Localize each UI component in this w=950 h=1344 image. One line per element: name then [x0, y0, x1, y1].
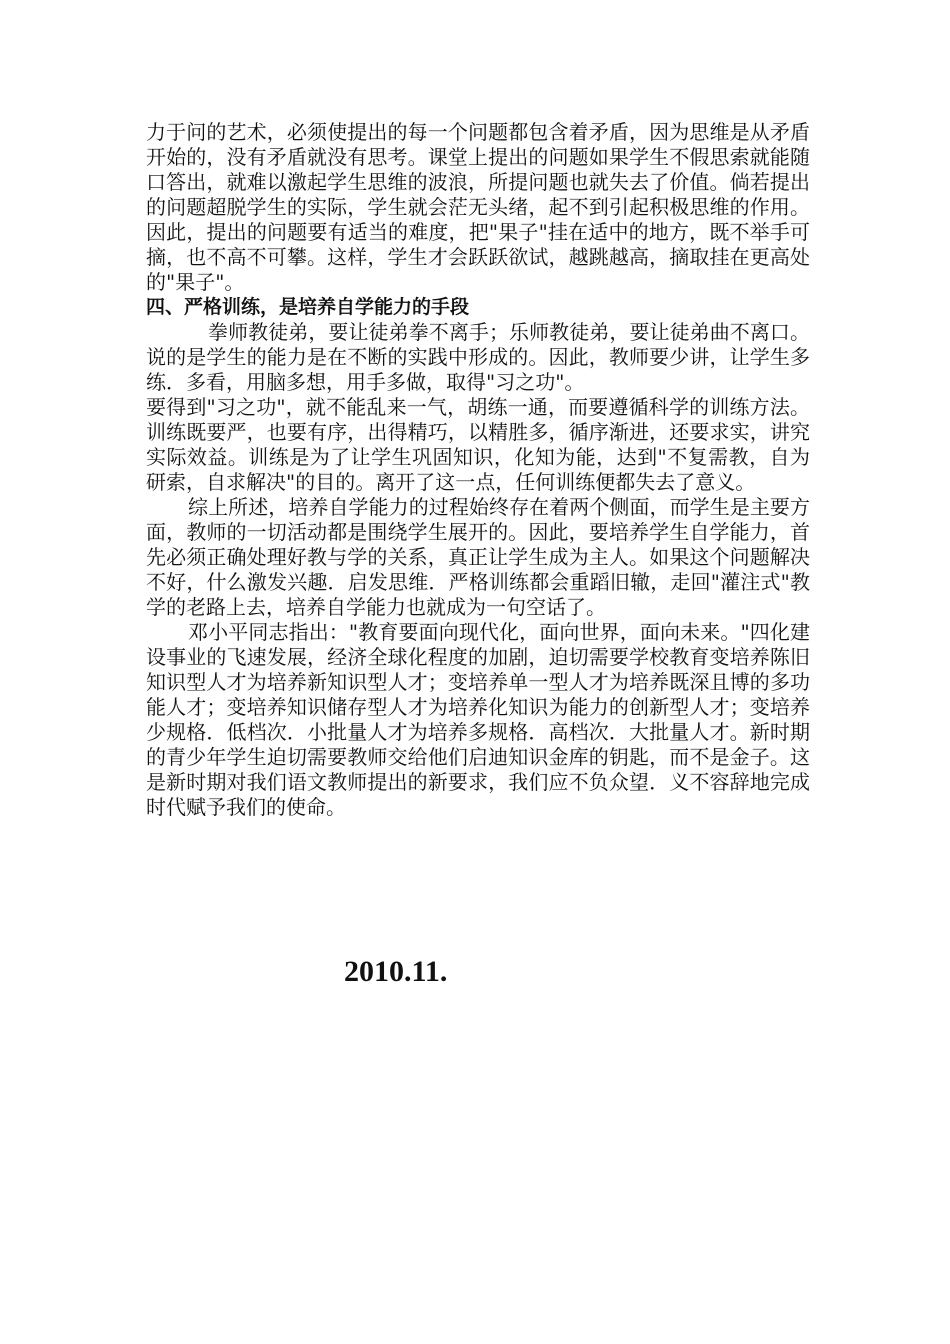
paragraph-training-method: 要得到"习之功"，就不能乱来一气，胡练一通，而要遵循科学的训练方法。训练既要严，也要有序，出得精巧，以精胜多，循序渐进，还要求实，讲究实际效益。训练是为了让学生巩固知识，化知为能，达到"不复需教，自为研索，自求解决"的目的。离开了这一点，任何训练便都失去了意义。	[146, 395, 810, 494]
section-heading-strict-training: 四、严格训练，是培养自学能力的手段	[146, 296, 470, 318]
paragraph-questioning-art: 力于问的艺术，必须使提出的每一个问题都包含着矛盾，因为思维是从矛盾开始的，没有矛盾就没有思考。课堂上提出的问题如果学生不假思索就能随口答出，就难以激起学生思维的波浪，所提问题也就失去了价值。倘若提出的问题超脱学生的实际，学生就会茫无头绪，起不到引起积极思维的作用。因此，提出的问题要有适当的难度，把"果子"挂在适中的地方，既不举手可摘，也不高不可攀。这样，学生才会跃跃欲试，越跳越高，摘取挂在更高处的"果子"。	[146, 120, 810, 294]
paragraph-summary: 综上所述，培养自学能力的过程始终存在着两个侧面，而学生是主要方面，教师的一切活动都是围绕学生展开的。因此，要培养学生自学能力，首先必须正确处理好教与学的关系，真正让学生成为主人。如果这个问题解决不好，什么激发兴趣．启发思维．严格训练都会重蹈旧辙，走回"灌注式"教学的老路上去，培养自学能力也就成为一句空话了。	[146, 495, 810, 619]
document-date: 2010.11.	[344, 955, 448, 988]
paragraph-deng-xiaoping-quote: 邓小平同志指出："教育要面向现代化，面向世界，面向未来。"四化建设事业的飞速发展，经济全球化程度的加剧，迫切需要学校教育变培养陈旧知识型人才为培养新知识型人才；变培养单一型人才为培养既深且博的多功能人才；变培养知识储存型人才为培养化知识为能力的创新型人才；变培养少规格．低档次．小批量人才为培养多规格．高档次．大批量人才。新时期的青少年学生迫切需要教师交给他们启迪知识金库的钥匙，而不是金子。这是新时期对我们语文教师提出的新要求，我们应不负众望．义不容辞地完成时代赋予我们的使命。	[146, 620, 810, 819]
paragraph-practice: 拳师教徒弟，要让徒弟拳不离手；乐师教徒弟，要让徒弟曲不离口。说的是学生的能力是在不断的实践中形成的。因此，教师要少讲，让学生多练．多看，用脑多想，用手多做，取得"习之功"。	[146, 320, 810, 394]
document-body	[146, 120, 810, 820]
